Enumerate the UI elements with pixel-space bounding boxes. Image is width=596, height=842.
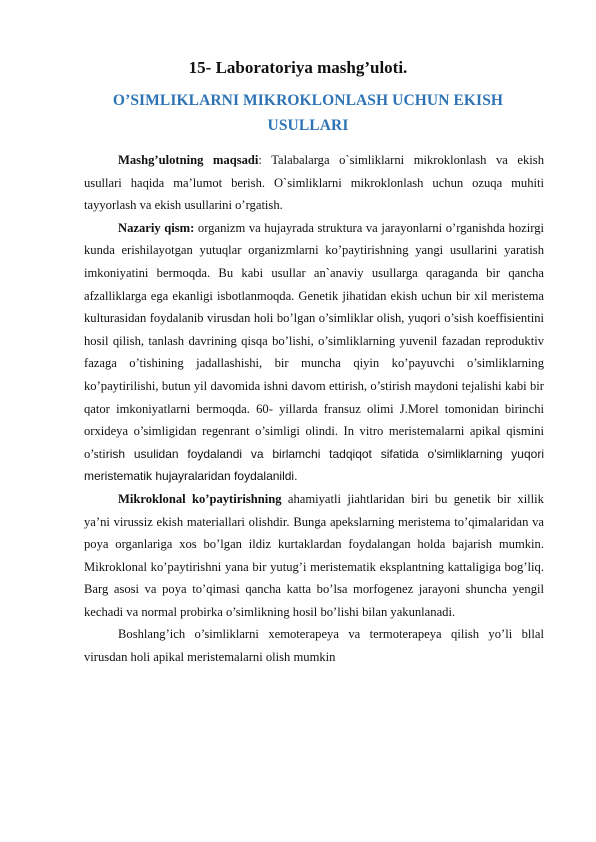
- paragraph-theory: [84, 217, 544, 488]
- paragraph-microclonal: [84, 488, 544, 624]
- goal-text: : Talabalarga o`simliklarni mikroklonlash va ekish usullari haqida ma’lumot berish. O`simliklarni mikroklonlash uchun ozuqa muhiti tayyorlash va ekish usullarini o’rgatish.: [84, 153, 544, 213]
- theory-label: Nazariy qism:: [118, 220, 195, 235]
- document-body: [84, 149, 544, 669]
- microclonal-label: Mikroklonal ko’paytirishning: [118, 491, 282, 506]
- page-title: 15- Laboratoriya mashg’uloti.: [188, 58, 408, 77]
- goal-label: Mashg’ulotning maqsadi: [118, 153, 259, 167]
- theory-text: organizm va hujayrada struktura va jarayonlarni o’rganishda hozirgi kunda erishilayotgan yutuqlar organizmlarni ko’paytirishning yangi usullarini yaratish imkoniyatini bermoqda. Bu kabi usullar an`anaviy usullarga qaraganda bir qancha afzalliklarga ega ekanligi isbotlanmoqda. Genetik jihatidan ekish uchun bir xil meristema kulturasidan foydalanib virusdan holi bo’lgan o’simliklar olish, yuqori o’sish koeffisientini hosil qilish, tanlash davrining qisqa bo’lishi, o’simliklarning yuvenil fazadan reproduktiv fazaga o’tishining jadallashishi, bir muncha qiyin ko’payuvchi o’simliklarning ko’paytirilishi, butun yil davomida ishni davom ettirish, o’stirish maydoni tejalishi kabi bir qator imkoniyatlarni bermoqda. 60- yillarda fransuz olimi J.Morel tomonidan birinchi orxideya o’simligidan regenrant o’simligi olindi. In vitro meristemalarni apikal qismini o’sti: [84, 220, 545, 461]
- microclonal-text: ahamiyatli jiahtlaridan biri bu genetik bir xillik ya’ni virussiz ekish materiallari olishdir. Bunga apekslarning meristema to’qimalaridan va poya organlariga xos bo’lgan ildiz kurtaklardan foydalangan holda bajarish mumkin. Mikroklonal ko’paytirishni yana bir yutug’i meristematik eksplantning kattaligiga bog’liq. Barg asosi va poya to’qimasi qancha katta bo’lsa morfogenez jarayoni shuncha yengil kechadi va normal probirka o’simlikning hosil bo’lishi bilan yakunlanadi.: [84, 491, 544, 619]
- paragraph-therapy: [84, 623, 544, 668]
- therapy-text: Boshlang’ich o’simliklarni xemoterapeya va termoterapeya qilish yo’li bllal virusdan holi apikal meristemalarni olish mumkin: [84, 627, 544, 665]
- theory-tail-text: rish usulidan foydalandi va birlamchi tadqiqot sifatida o'simliklarning yuqori meristematik hujayralaridan foydalanildi.: [84, 446, 544, 484]
- page-subtitle: O’SIMLIKLARNI MIKROKLONLASH UCHUN EKISH USULLARI: [112, 92, 504, 134]
- paragraph-goal: [84, 149, 544, 217]
